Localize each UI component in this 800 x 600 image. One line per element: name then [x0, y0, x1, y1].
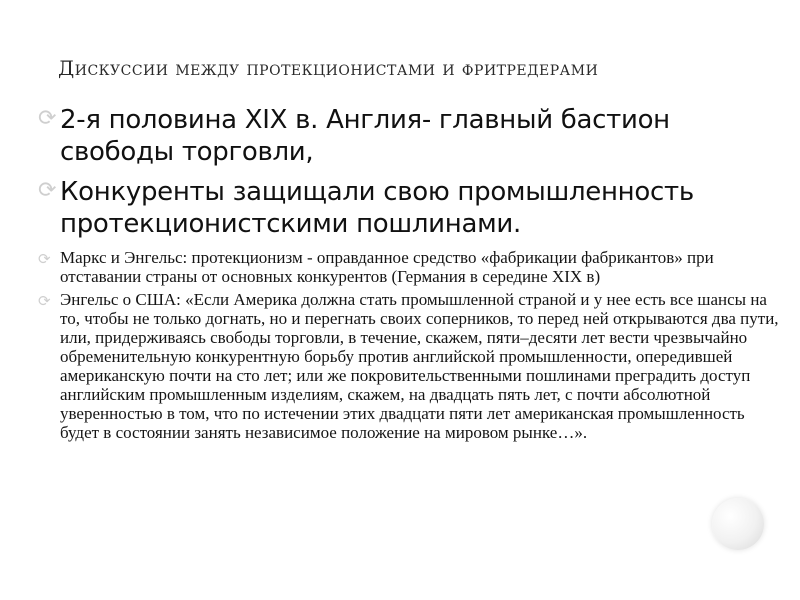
decorative-circle	[712, 498, 764, 550]
slide-title: Дискуссии между протекционистами и фритредерами	[58, 56, 599, 80]
bullet-list	[38, 104, 783, 446]
bullet-marker-icon: ⟳	[38, 178, 57, 203]
bullet-text: 2-я половина XIX в. Англия- главный бастион свободы торговли,	[60, 105, 670, 167]
bullet-marker-icon: ⟳	[38, 106, 57, 131]
bullet-item	[38, 248, 783, 286]
bullet-item	[38, 104, 783, 168]
bullet-item	[38, 290, 783, 442]
bullet-text: Энгельс о США: «Если Америка должна стать промышленной страной и у нее есть все шансы на то, чтобы не только догнать, но и перегнать своих соперников, то перед ней открываются два пути, или, придерживаясь свободы торговли, в течение, скажем, пяти–десяти лет вести чрезвычайно обременительную конкурентную борьбу против английской промышленности, опередившей американскую почти на сто лет; или же покровительственными пошлинами преградить доступ английским промышленным изделиям, скажем, на двадцать пять лет, с почти абсолютной уверенностью в том, что по истечении этих двадцати пяти лет американская промышленность будет в состоянии занять независимое положение на мировом рынке…».	[60, 290, 779, 442]
bullet-item	[38, 176, 783, 240]
bullet-text: Конкуренты защищали свою промышленность протекционистскими пошлинами.	[60, 177, 694, 239]
bullet-marker-icon: ⟳	[38, 292, 51, 310]
bullet-text: Маркс и Энгельс: протекционизм - оправданное средство «фабрикации фабрикантов» при отставании страны от основных конкурентов (Германия в середине XIX в)	[60, 248, 714, 286]
bullet-marker-icon: ⟳	[38, 250, 51, 268]
